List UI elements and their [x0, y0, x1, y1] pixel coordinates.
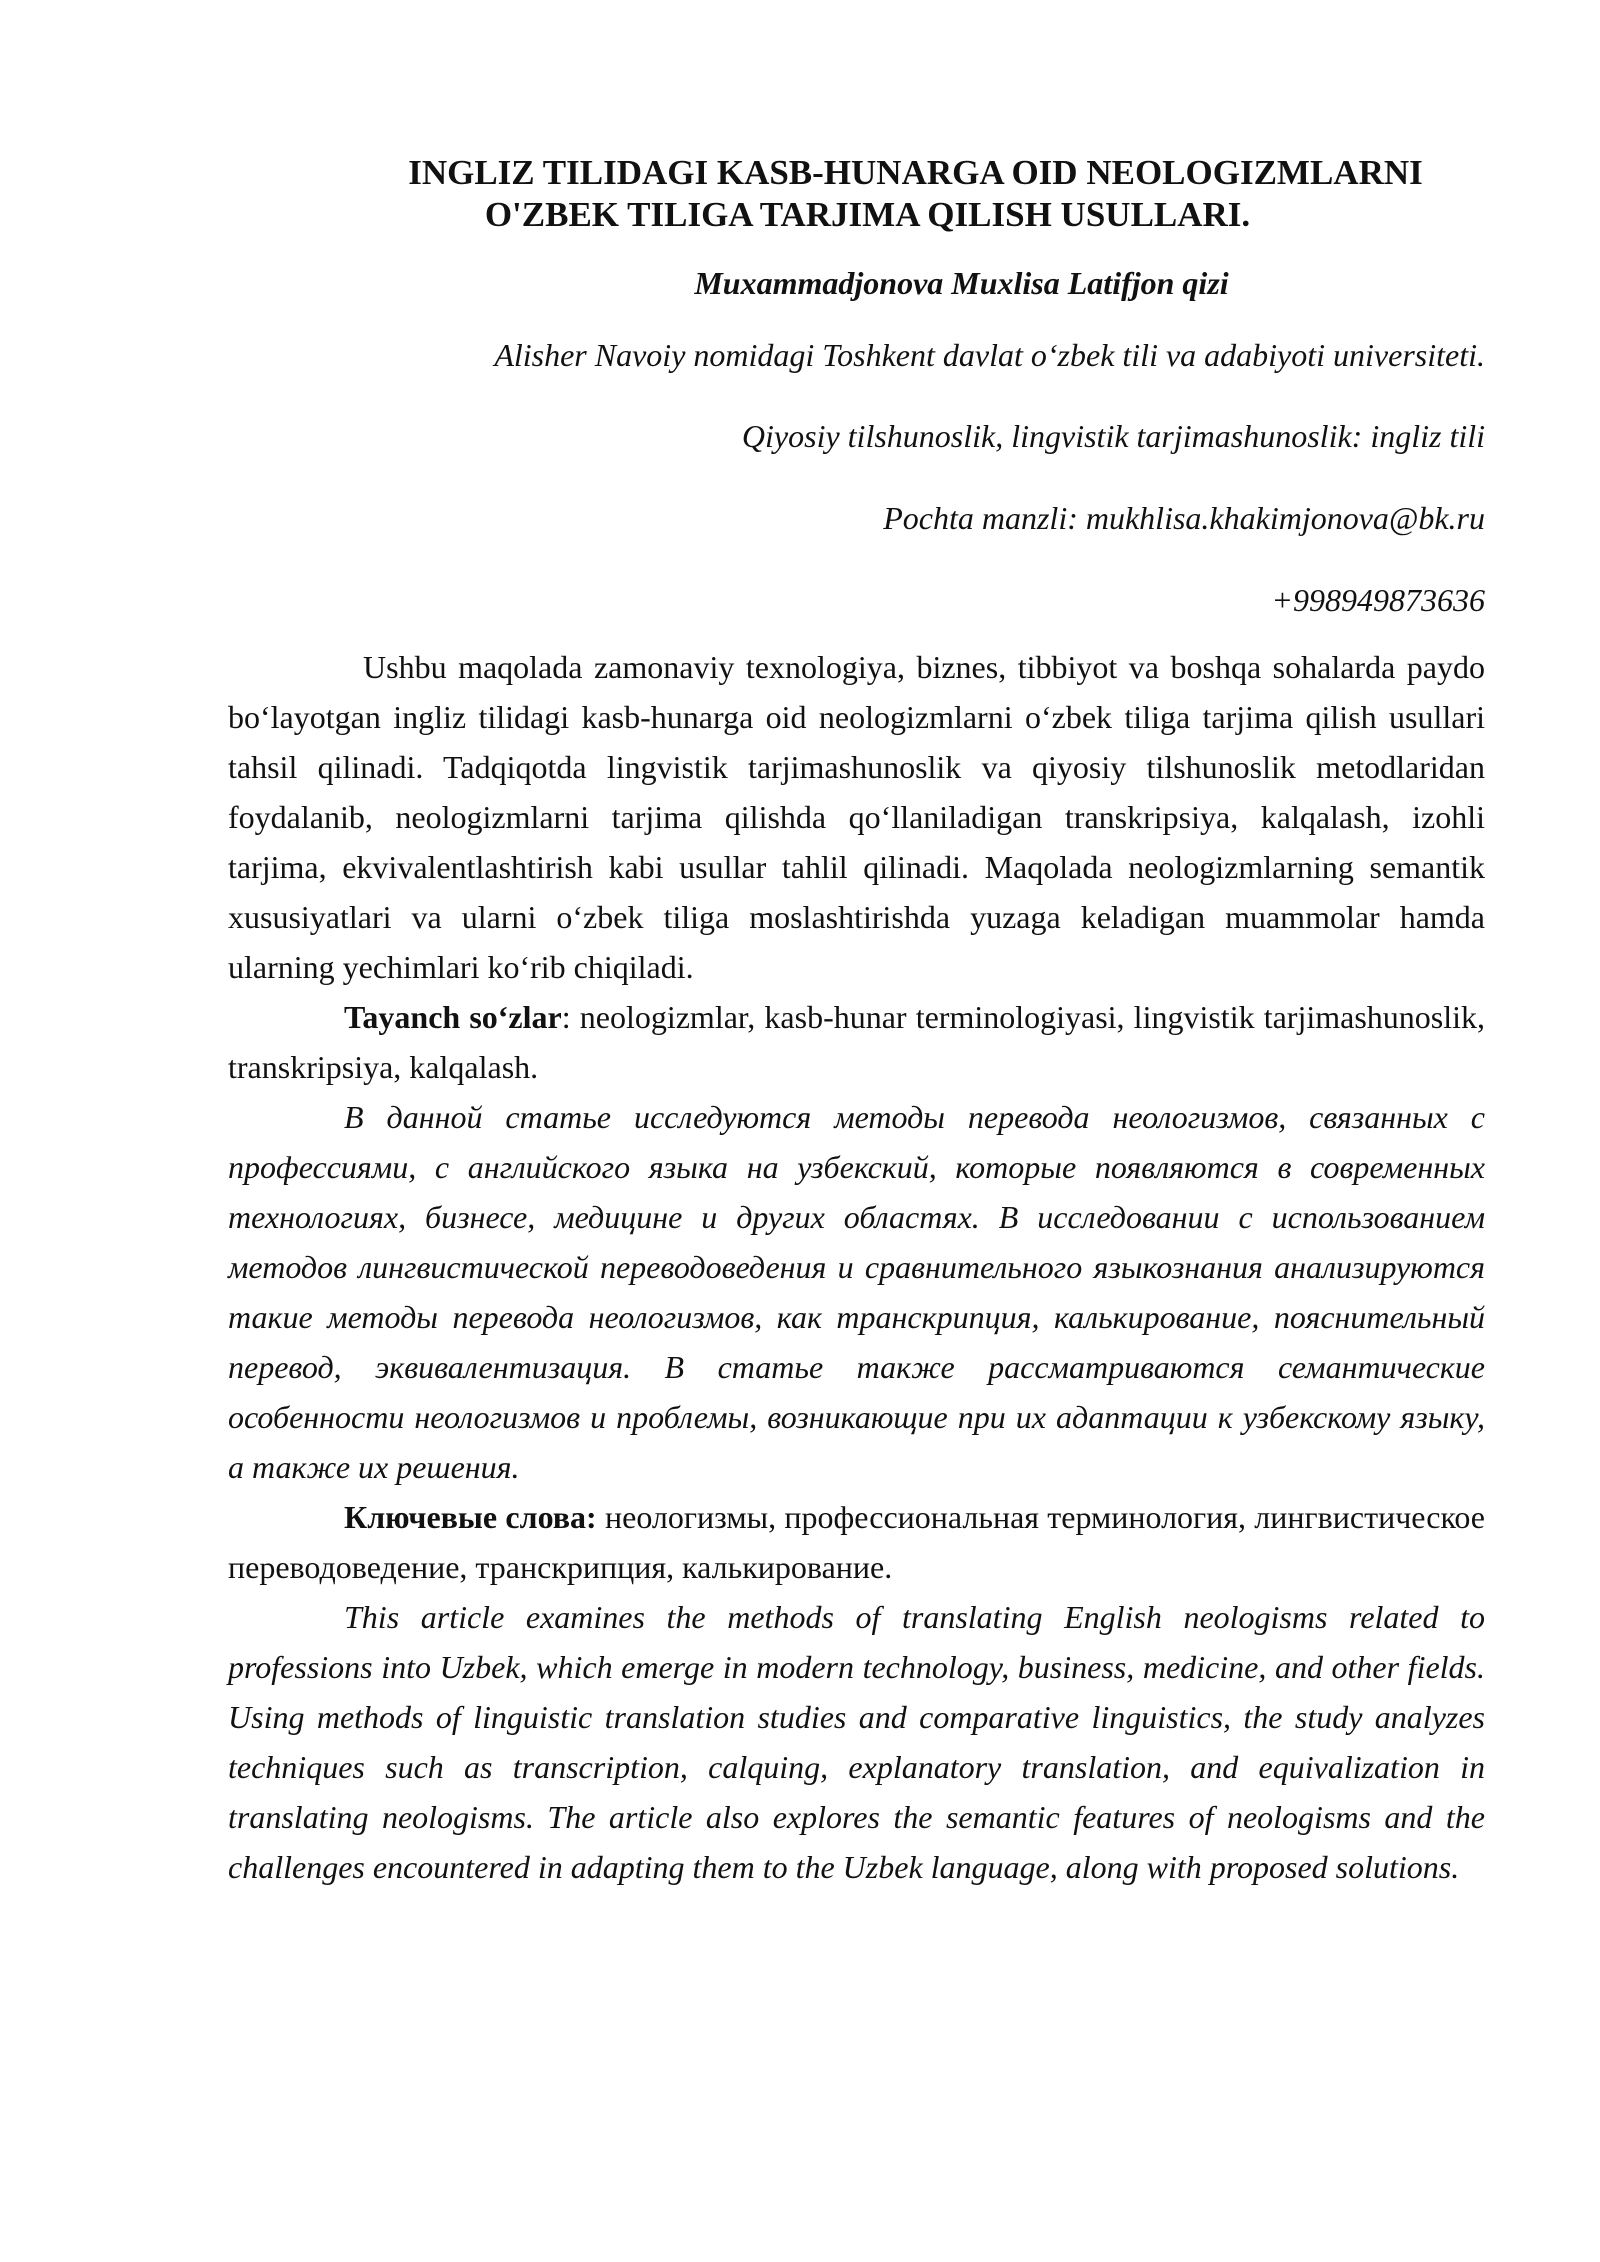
abstract-russian: В данной статье исследуются методы перевода неологизмов, связанных с профессиями, с английского языка на узбекский, которые появляются в современных технологиях, бизнесе, медицине и других областях. В исследовании с использованием методов лингвистической переводоведения и сравнительного языкознания анализируются такие методы перевода неологизмов, как транскрипция, калькирование, пояснительный перевод, эквивалентизация. В статье также рассматриваются семантические особенности неологизмов и проблемы, возникающие при их адаптации к узбекскому языку, а также их решения.: [228, 1099, 1485, 1485]
abstract-english: This article examines the methods of translating English neologisms related to professions into Uzbek, which emerge in modern technology, business, medicine, and other fields. Using methods of linguistic translation studies and comparative linguistics, the study analyzes techniques such as transcription, calquing, explanatory translation, and equivalization in translating neologisms. The article also explores the semantic features of neologisms and the challenges encountered in adapting them to the Uzbek language, along with proposed solutions.: [228, 1599, 1485, 1885]
author-affiliation: Alisher Navoiy nomidagi Toshkent davlat o‘zbek tili va adabiyoti universiteti.: [494, 337, 1485, 373]
document-page: [228, 152, 1485, 1892]
author-email: Pochta manzli: mukhlisa.khakimjonova@bk.ru: [883, 500, 1485, 536]
author-phone: +998949873636: [1271, 582, 1485, 618]
keywords-uzbek-label: Tayanch so‘zlar: [344, 999, 562, 1035]
author-specialty: Qiyosiy tilshunoslik, lingvistik tarjimashunoslik: ingliz tili: [741, 418, 1485, 454]
keywords-uzbek: [228, 992, 1485, 1092]
keywords-russian: [228, 1492, 1485, 1592]
paper-title-line-1: INGLIZ TILIDAGI KASB-HUNARGA OID NEOLOGIZMLARNI: [408, 153, 1423, 192]
paper-title: [228, 152, 1485, 236]
author-name: Muxammadjonova Muxlisa Latifjon qizi: [694, 265, 1229, 301]
keywords-russian-text: неологизмы, профессиональная терминология, лингвистическое переводоведение, транскрипция, калькирование.: [228, 1499, 1486, 1585]
abstract-uzbek: Ushbu maqolada zamonaviy texnologiya, biznes, tibbiyot va boshqa sohalarda paydo bo‘layotgan ingliz tilidagi kasb-hunarga oid neologizmlarni o‘zbek tiliga tarjima qilish usullari tahsil qilinadi. Tadqiqotda lingvistik tarjimashunoslik va qiyosiy tilshunoslik metodlaridan foydalanib, neologizmlarni tarjima qilishda qo‘llaniladigan transkripsiya, kalqalash, izohli tarjima, ekvivalentlashtirish kabi usullar tahlil qilinadi. Maqolada neologizmlarning semantik xususiyatlari va ularni o‘zbek tiliga moslashtirishda yuzaga keladigan muammolar hamda ularning yechimlari ko‘rib chiqiladi.: [228, 649, 1485, 985]
paper-title-line-2: O'ZBEK TILIGA TARJIMA QILISH USULLARI.: [484, 195, 1251, 234]
keywords-russian-label: Ключевые слова:: [344, 1499, 597, 1535]
keywords-uzbek-text: : neologizmlar, kasb-hunar terminologiyasi, lingvistik tarjimashunoslik, transkripsiya, kalqalash.: [228, 999, 1486, 1085]
